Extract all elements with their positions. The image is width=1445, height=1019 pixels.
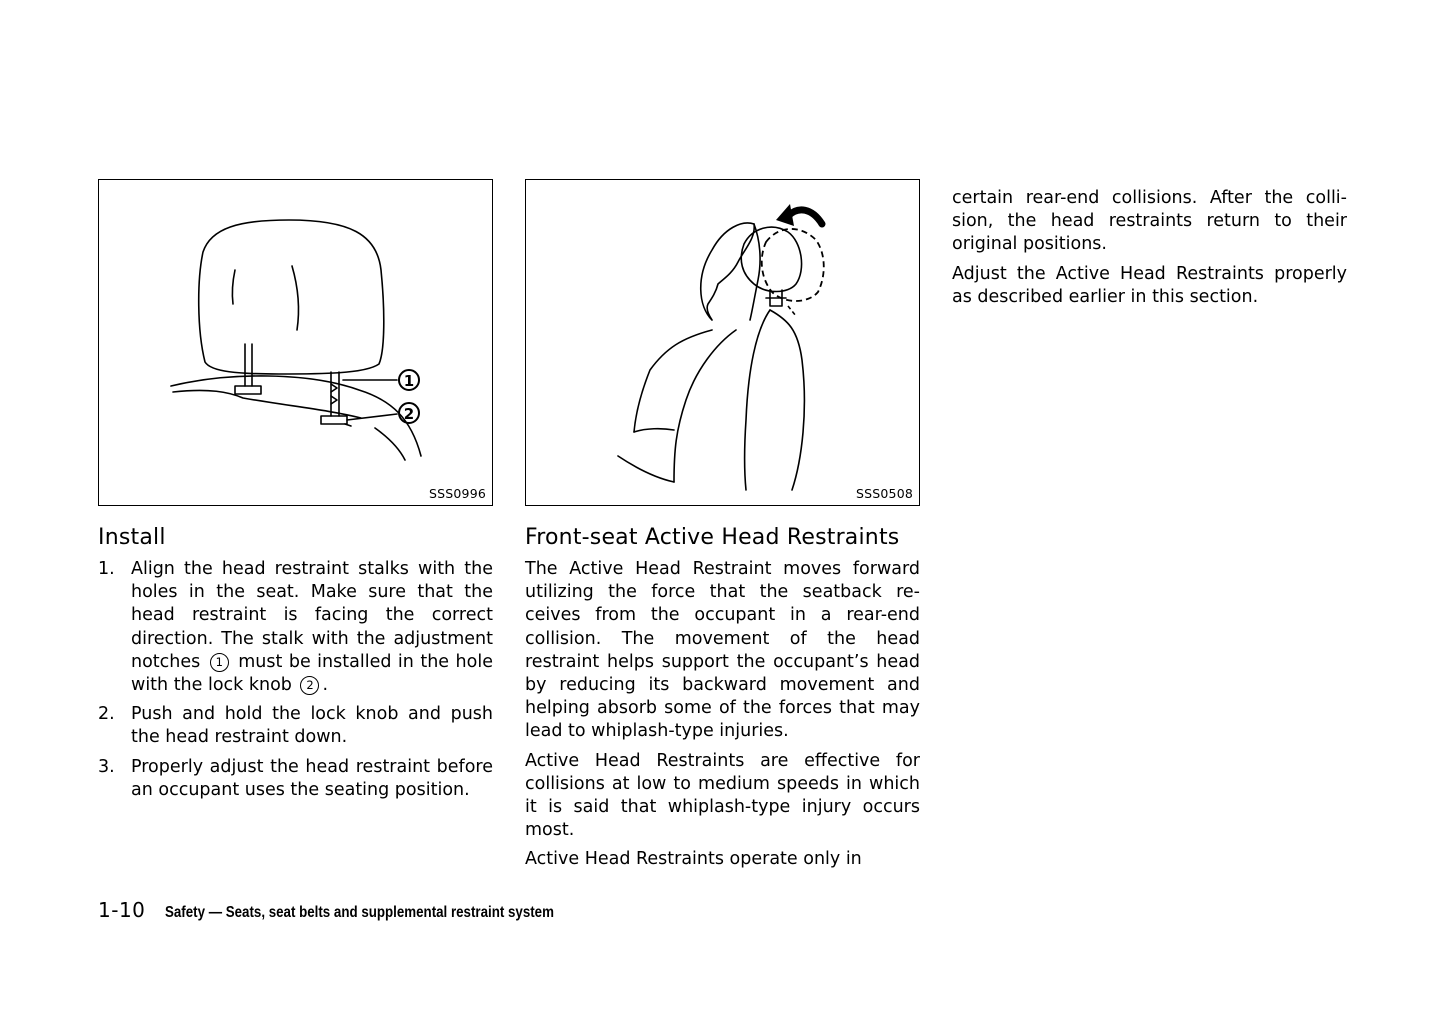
figure-id-label: SSS0508 bbox=[855, 486, 913, 501]
callout-marker-1: 1 bbox=[210, 653, 229, 672]
active-heading: Front-seat Active Head Restraints bbox=[525, 525, 900, 550]
step-text-end: . bbox=[322, 675, 329, 696]
list-item bbox=[98, 558, 493, 697]
occupant-seat-illustration bbox=[526, 180, 921, 507]
continued-section bbox=[952, 187, 1347, 315]
step-number: 3. bbox=[98, 756, 115, 777]
paragraph: Active Head Restraints are effective for collisions at low to medium speeds in which it is said that whiplash-type injury occurs most. bbox=[525, 750, 920, 841]
callout-1-label: 1 bbox=[403, 372, 415, 390]
page-number: 1-10 bbox=[98, 898, 146, 922]
paragraph: Active Head Restraints operate only in bbox=[525, 849, 862, 870]
step-text: Align the head restraint stalks with the holes in the seat. Make sure that the head restraint is facing the correct direction. The stalk with the adjustment notches bbox=[131, 559, 493, 672]
step-text: Properly adjust the head restraint before an occupant uses the seating position. bbox=[131, 756, 493, 800]
install-heading: Install bbox=[98, 525, 166, 550]
head-restraint-illustration bbox=[99, 180, 494, 507]
active-head-restraints-section bbox=[525, 524, 920, 878]
step-number: 2. bbox=[98, 704, 115, 725]
page-footer bbox=[98, 898, 618, 922]
callout-2-label: 2 bbox=[403, 405, 415, 423]
paragraph: certain rear-end collisions. After the colli-sion, the head restraints return to their original positions. bbox=[952, 188, 1347, 255]
list-item bbox=[98, 756, 493, 802]
list-item bbox=[98, 703, 493, 749]
step-text: must be installed in the hole with the lock knob bbox=[131, 651, 493, 696]
paragraph: The Active Head Restraint moves forward utilizing the force that the seatback re-ceives from the occupant in a rear-end collision. The movement of the head restraint helps support the occupant’s head by reducing its backward movement and helping absorb some of the forces that may lead to whiplash-type injuries. bbox=[525, 559, 920, 742]
figure-id-label: SSS0996 bbox=[428, 486, 486, 501]
install-section bbox=[98, 524, 493, 808]
figure-active-head-restraint bbox=[525, 179, 920, 506]
install-steps bbox=[98, 558, 493, 802]
callout-marker-2: 2 bbox=[300, 676, 319, 695]
step-text: Push and hold the lock knob and push the head restraint down. bbox=[131, 704, 493, 748]
section-title: Safety — Seats, seat belts and supplemental restraint system bbox=[165, 904, 555, 921]
paragraph: Adjust the Active Head Restraints properly as described earlier in this section. bbox=[952, 263, 1347, 307]
step-number: 1. bbox=[98, 559, 115, 579]
figure-head-restraint-install bbox=[98, 179, 493, 506]
